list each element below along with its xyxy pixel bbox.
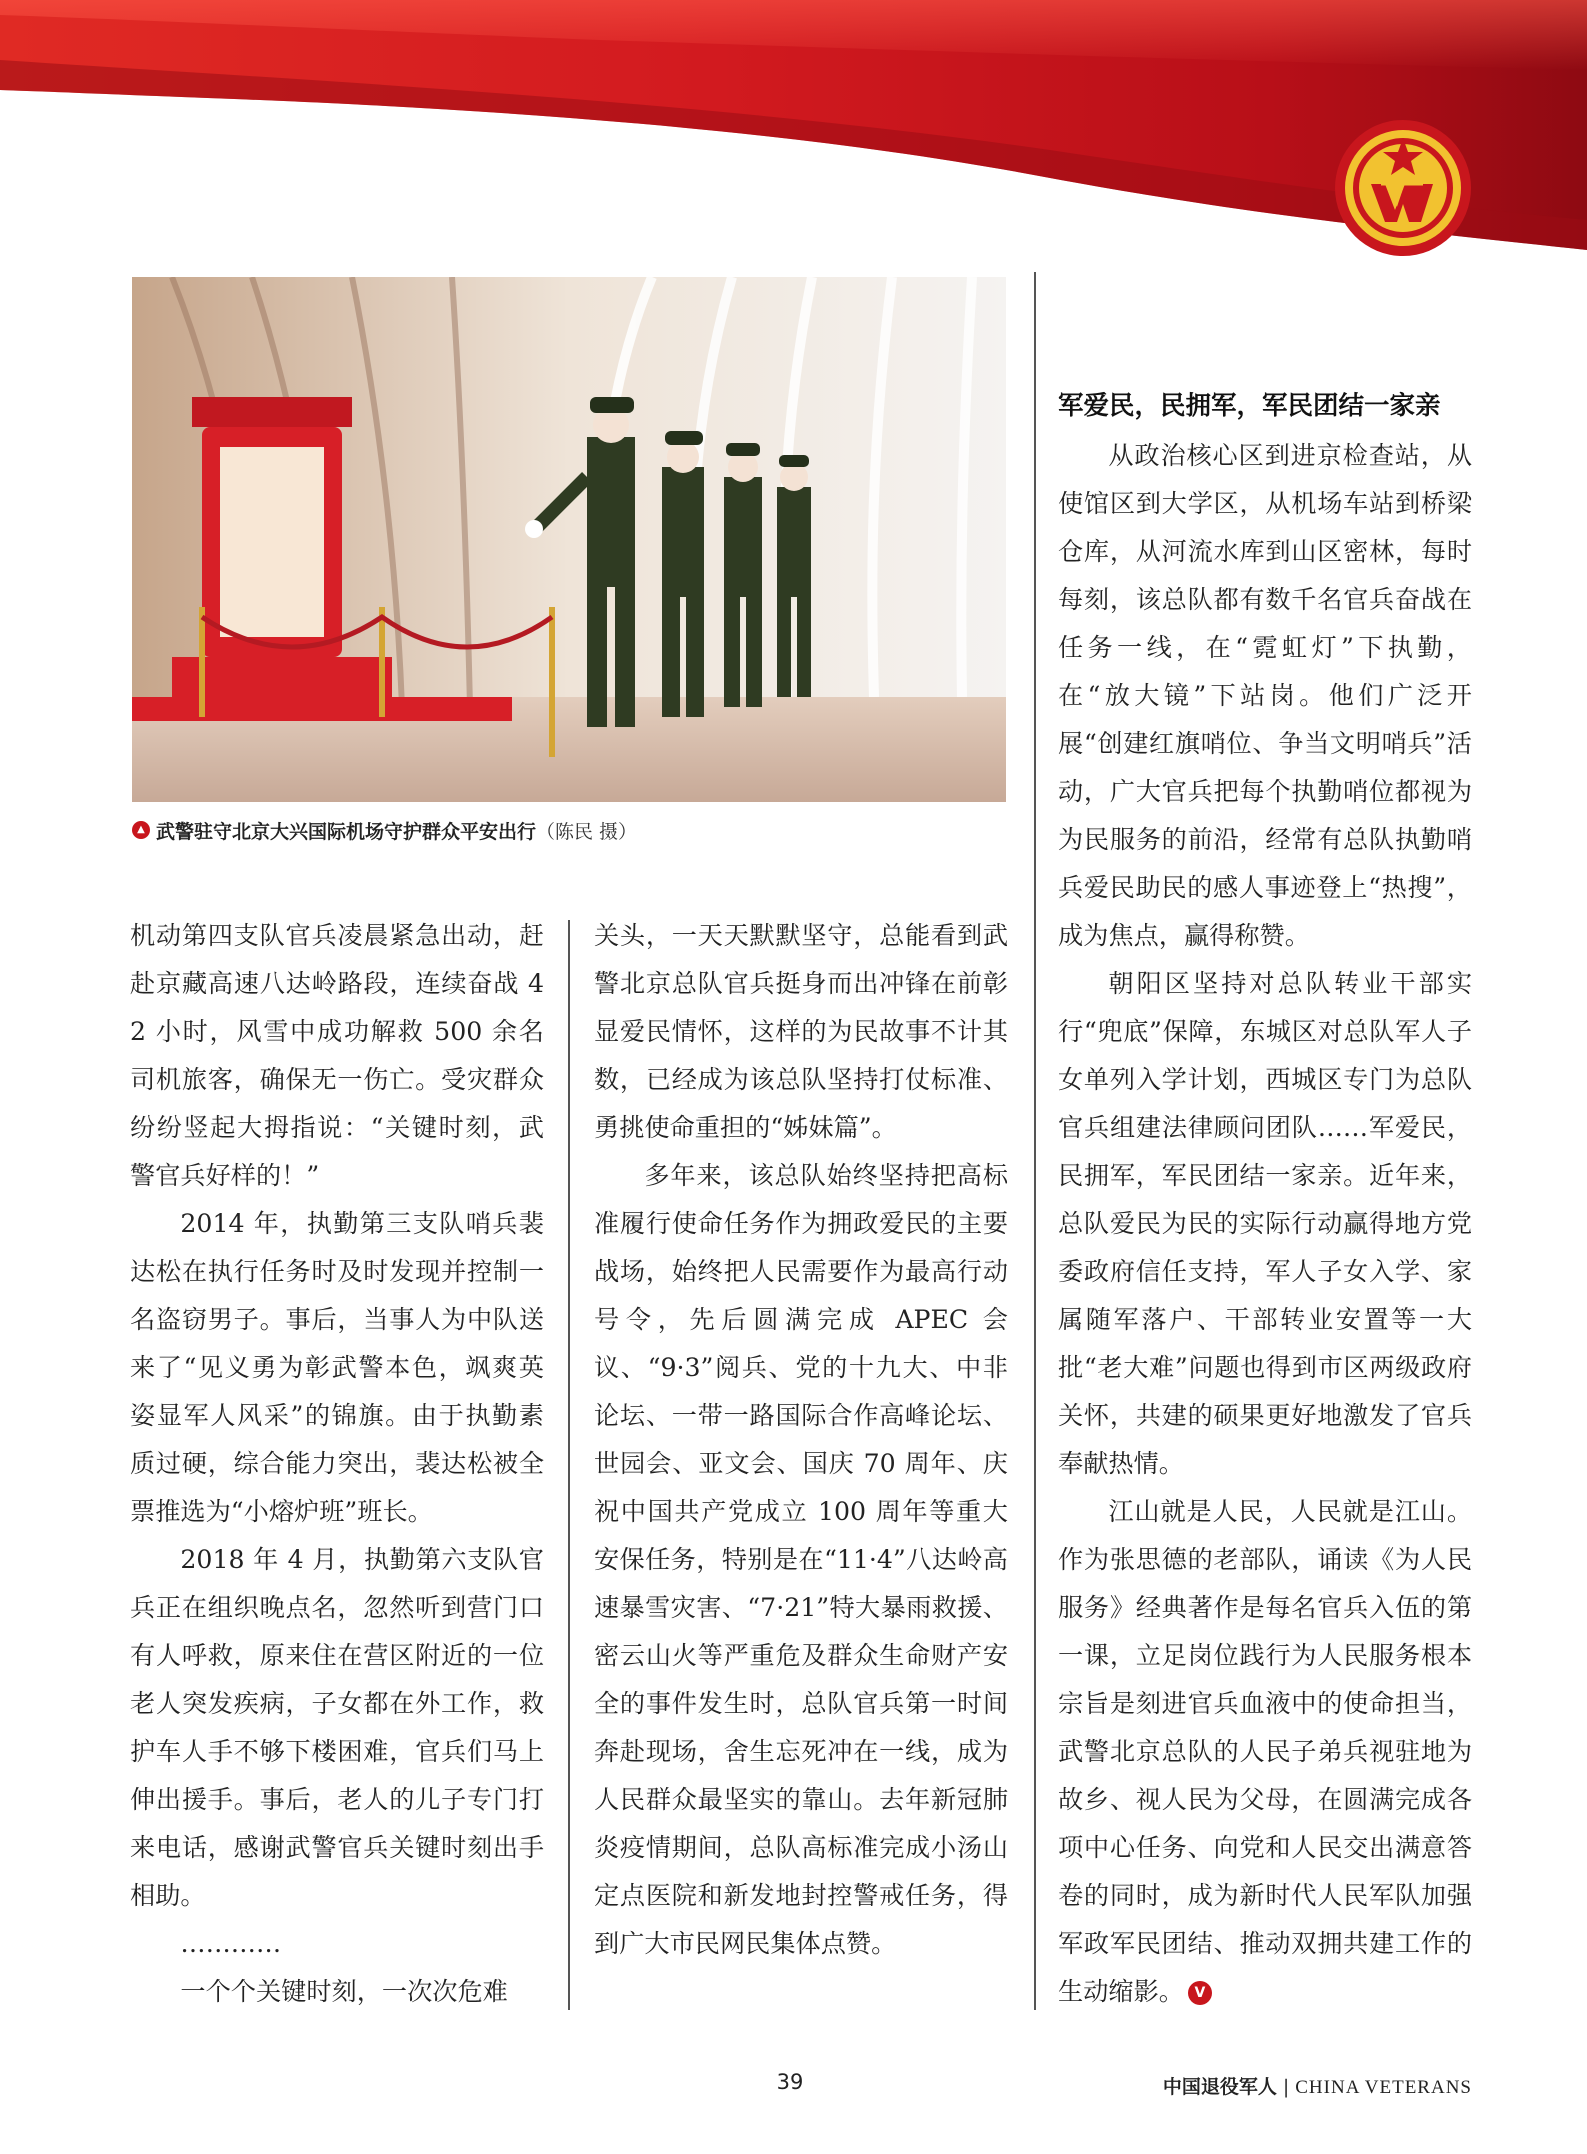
paragraph: 一个个关键时刻，一次次危难 — [180, 1977, 508, 2006]
paragraph: 多年来，该总队始终坚持把高标准履行使命任务作为拥政爱民的主要战场，始终把人民需要作为最高行动号令，先后圆满完成 APEC 会议、“9·3”阅兵、党的十九大、中非论坛、一带一路国际合作高峰论坛、世园会、亚文会、国庆 70 周年、庆祝中国共产党成立 100 周年等重大安保任务，特别是在“11·4”八达岭高速暴雪灾害、“7·21”特大暴雨救援、密云山火等严重危及群众生命财产安全的事件发生时，总队官兵第一时间奔赴现场，舍生忘死冲在一线，成为人民群众最坚实的靠山。去年新冠肺炎疫情期间，总队高标准完成小汤山定点医院和新发地封控警戒任务，得到广大市民网民集体点赞。 — [594, 1161, 1008, 1958]
airport-guards-illustration — [132, 277, 1006, 802]
section-heading: 军爱民，民拥军，军民团结一家亲 — [1058, 391, 1441, 421]
paragraph: 机动第四支队官兵凌晨紧急出动，赶赴京藏高速八达岭路段，连续奋战 42 小时，风雪中成功解救 500 余名司机旅客，确保无一伤亡。受灾群众纷纷竖起大拇指说：“关键时刻，武警官兵好样的！” — [130, 921, 544, 1190]
brand-english: CHINA VETERANS — [1295, 2077, 1472, 2098]
column-divider-right — [1034, 272, 1036, 2010]
veterans-emblem-icon — [1333, 118, 1473, 258]
paragraph: 朝阳区坚持对总队转业干部实行“兜底”保障，东城区对总队军人子女单列入学计划，西城区专门为总队官兵组建法律顾问团队……军爱民，民拥军，军民团结一家亲。近年来，总队爱民为民的实际行动赢得地方党委政府信任支持，军人子女入学、家属随军落户、干部转业安置等一大批“老大难”问题也得到市区两级政府关怀，共建的硕果更好地激发了官兵奉献热情。 — [1058, 969, 1472, 1478]
page-number: 39 — [776, 2070, 804, 2094]
paragraph-text: 江山就是人民，人民就是江山。作为张思德的老部队，诵读《为人民服务》经典著作是每名官兵入伍的第一课，立足岗位践行为人民服务根本宗旨是刻进官兵血液中的使命担当，武警北京总队的人民子弟兵视驻地为故乡、视人民为父母，在圆满完成各项中心任务、向党和人民交出满意答卷的同时，成为新时代人民军队加强军政军民团结、推动双拥共建工作的生动缩影。 — [1058, 1497, 1472, 2006]
paragraph: 关头，一天天默默坚守，总能看到武警北京总队官兵挺身而出冲锋在前彰显爱民情怀，这样的为民故事不计其数，已经成为该总队坚持打仗标准、勇挑使命重担的“姊妹篇”。 — [594, 921, 1008, 1142]
text-column-1 — [130, 912, 544, 2016]
text-column-3 — [1058, 432, 1472, 2016]
text-column-2 — [594, 912, 1008, 1968]
column-divider-left — [568, 920, 570, 2010]
paragraph: 从政治核心区到进京检查站，从使馆区到大学区，从机场车站到桥梁仓库，从河流水库到山区密林，每时每刻，该总队都有数千名官兵奋战在任务一线，在“霓虹灯”下执勤，在“放大镜”下站岗。他们广泛开展“创建红旗哨位、争当文明哨兵”活动，广大官兵把每个执勤哨位都视为为民服务的前沿，经常有总队执勤哨兵爱民助民的感人事迹登上“热搜”，成为焦点，赢得称赞。 — [1058, 441, 1472, 950]
article-photo — [132, 277, 1006, 802]
brand-separator: | — [1282, 2076, 1290, 2098]
caption-bullet-icon: ▲ — [132, 821, 150, 839]
paragraph: 2014 年，执勤第三支队哨兵裴达松在执行任务时及时发现并控制一名盗窃男子。事后，当事人为中队送来了“见义勇为彰武警本色，飒爽英姿显军人风采”的锦旗。由于执勤素质过硬，综合能力突出，裴达松被全票推选为“小熔炉班”班长。 — [130, 1209, 544, 1526]
ellipsis-paragraph: ………… — [180, 1929, 282, 1958]
paragraph: 2018 年 4 月，执勤第六支队官兵正在组织晚点名，忽然听到营门口有人呼救，原来住在营区附近的一位老人突发疾病，子女都在外工作，救护车人手不够下楼困难，官兵们马上伸出援手。事后，老人的儿子专门打来电话，感谢武警官兵关键时刻出手相助。 — [130, 1545, 544, 1910]
photo-caption — [132, 815, 1006, 845]
caption-text: 武警驻守北京大兴国际机场守护群众平安出行 — [156, 820, 537, 843]
caption-credit: （陈民 摄） — [536, 820, 638, 843]
end-mark-icon: V — [1188, 1981, 1212, 2005]
last-paragraph — [1058, 1488, 1472, 2016]
brand-chinese: 中国退役军人 — [1162, 2076, 1277, 2098]
magazine-brand — [1150, 2072, 1472, 2099]
